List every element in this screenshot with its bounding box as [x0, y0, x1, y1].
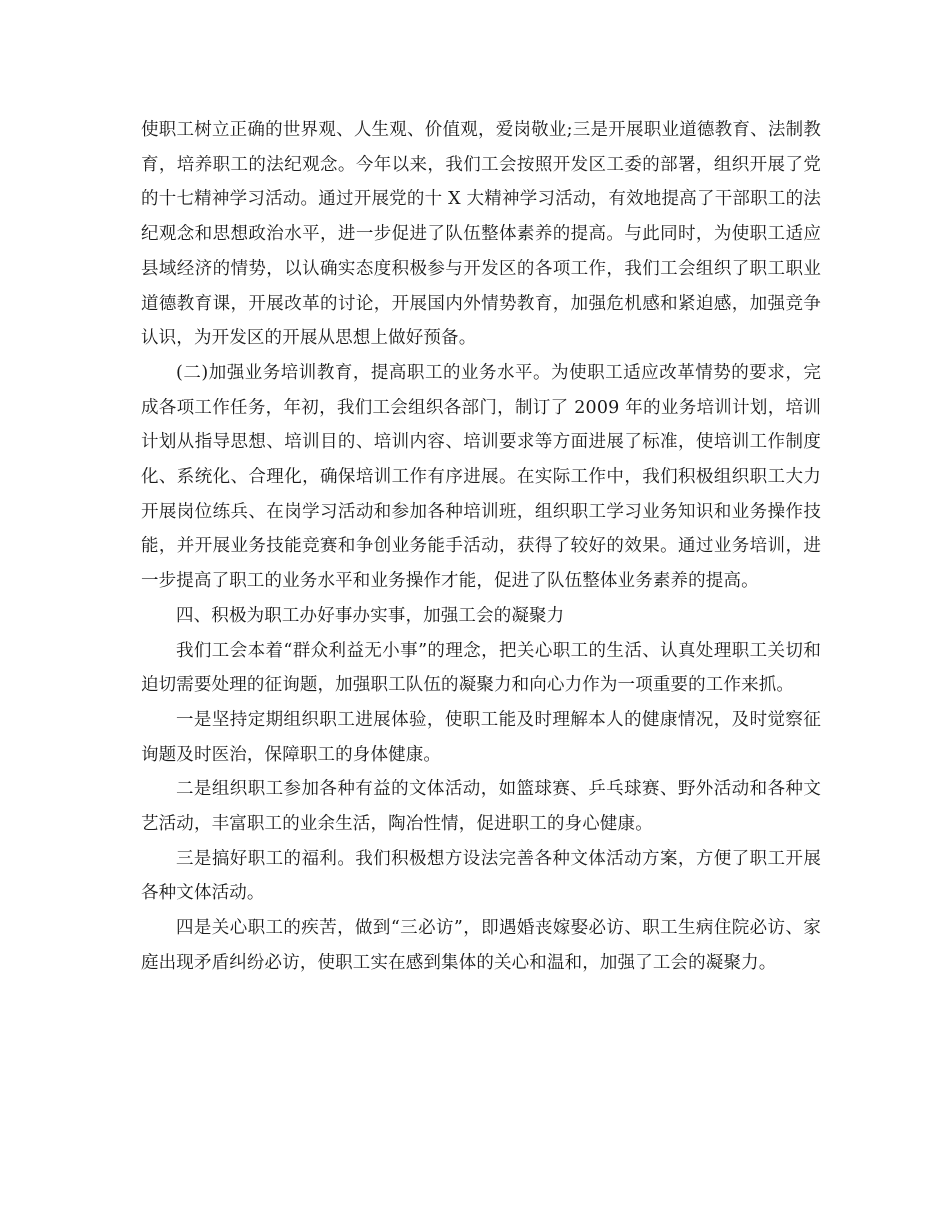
paragraph-continued-education: 使职工树立正确的世界观、人生观、价值观，爱岗敬业;三是开展职业道德教育、法制教育，培养职工的法纪观念。今年以来，我们工会按照开发区工委的部署，组织开展了党的十七精神学习活动。通过开展党的十 X 大精神学习活动，有效地提高了干部职工的法纪观念和思想政治水平，进一步促进了队伍整体素养的提高。与此同时，为使职工适应县域经济的情势，以认确实态度积极参与开发区的各项工作，我们工会组织了职工职业道德教育课，开展改革的讨论，开展国内外情势教育，加强危机感和紧迫感，加强竞争认识，为开发区的开展从思想上做好预备。	[141, 120, 821, 349]
paragraph-union-principle: 我们工会本着“群众利益无小事”的理念，把关心职工的生活、认真处理职工关切和迫切需要处理的征询题，加强职工队伍的凝聚力和向心力作为一项重要的工作来抓。	[141, 640, 821, 696]
paragraph-health-checkup: 一是坚持定期组织职工进展体验，使职工能及时理解本人的健康情况，及时觉察征询题及时医治，保障职工的身体健康。	[141, 709, 821, 765]
paragraph-three-visits: 四是关心职工的疾苦，做到“三必访”，即遇婚丧嫁娶必访、职工生病住院必访、家庭出现矛盾纠纷必访，使职工实在感到集体的关心和温和，加强了工会的凝聚力。	[141, 918, 821, 973]
document-body	[141, 113, 821, 981]
paragraph-welfare: 三是搞好职工的福利。我们积极想方设法完善各种文体活动方案，方便了职工开展各种文体活动。	[141, 848, 821, 904]
section-heading-four: 四、积极为职工办好事办实事，加强工会的凝聚力	[176, 605, 565, 626]
paragraph-business-training: (二)加强业务培训教育，提高职工的业务水平。为使职工适应改革情势的要求，完成各项工作任务，年初，我们工会组织各部门，制订了 2009 年的业务培训计划，培训计划从指导思想、培训目的、培训内容、培训要求等方面进展了标准，使培训工作制度化、系统化、合理化，确保培训工作有序进展。在实际工作中，我们积极组织职工大力开展岗位练兵、在岗学习活动和参加各种培训班，组织职工学习业务知识和业务操作技能，并开展业务技能竞赛和争创业务能手活动，获得了较好的效果。通过业务培训，进一步提高了职工的业务水平和业务操作才能，促进了队伍整体业务素养的提高。	[141, 362, 821, 592]
paragraph-cultural-activities: 二是组织职工参加各种有益的文体活动，如篮球赛、乒乓球赛、野外活动和各种文艺活动，丰富职工的业余生活，陶冶性情，促进职工的身心健康。	[141, 779, 821, 835]
